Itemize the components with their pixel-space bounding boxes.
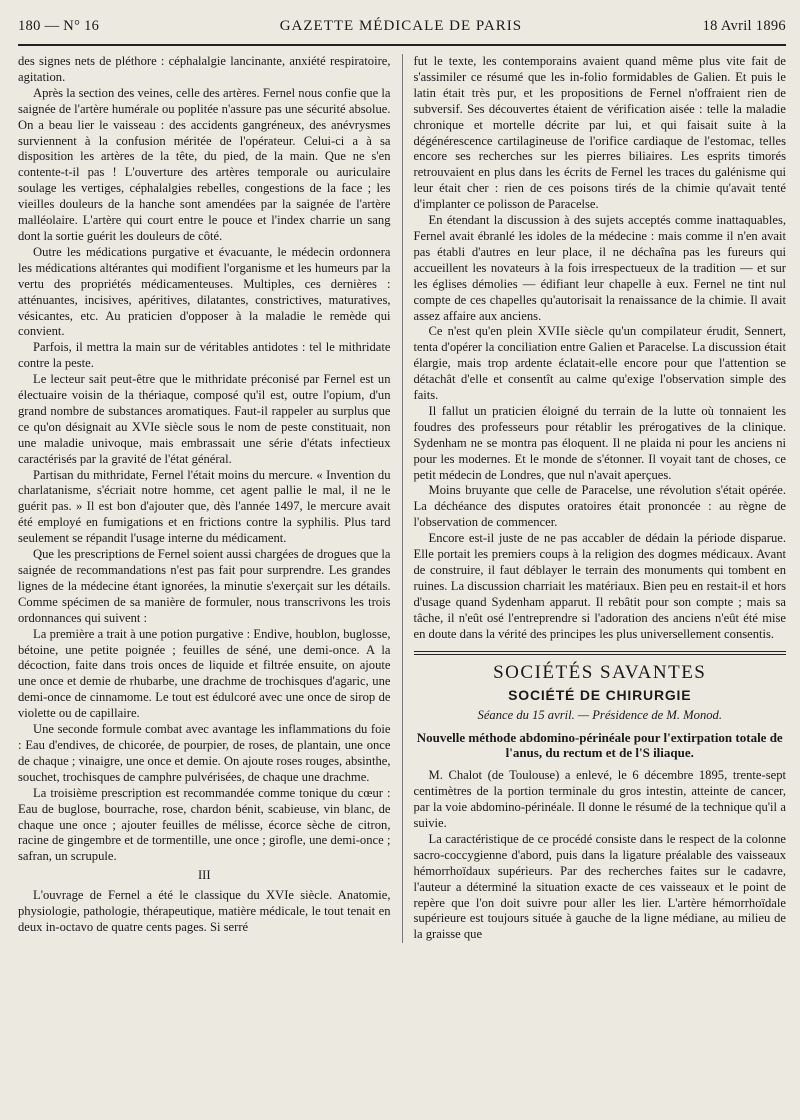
paragraph: L'ouvrage de Fernel a été le classique du XVIe siècle. Anatomie, physiologie, pathologie, thérapeutique, matière médicale, le tout tenait en deux in-octavo de quatre cents pages. Si serré	[18, 888, 391, 934]
paragraph: La première a trait à une potion purgative : Endive, houblon, buglosse, bétoine, une petite poignée ; feuilles de séné, une demi-once. A la décoction, faite dans trois onces de liquide et filtrée ensuite, on ajoute une once et demie de rhubarbe, une drachme de trochisques d'agaric, une demi-once de cinnamome. Le tout est édulcoré avec une once de sirop de violette ou de capillaire.	[18, 626, 391, 721]
paragraph: La troisième prescription est recommandée comme tonique du cœur : Eau de buglose, bourrache, rose, chardon bénit, scabieuse, vin blanc, de chaque une once ; ajouter feuilles de mélisse, écorce sèche de citron, racine de gingembre et de tormentille, une once ; girofle, une demi-once ; safran, un scrupule.	[18, 785, 391, 864]
paragraph: La caractéristique de ce procédé consiste dans le respect de la colonne sacro-coccygienne d'abord, puis dans la ligature préalable des vaisseaux hémorrhoïdaux supérieurs. Par des recherches faites sur le cadavre, l'auteur a déterminé la situation exacte de ces vaisseaux et le point de repère que l'on doit suivre pour aller les lier. L'artère hémorrhoïdale supérieure est toujours située à gauche de la ligne médiane, au milieu de la graisse que	[413, 831, 786, 942]
paragraph: Il fallut un praticien éloigné du terrain de la lutte où tonnaient les foudres des professeurs pour rétablir les prérogatives de la clinique. Sydenham ne se montra pas éloquent. Il ne plaida ni pour les anciens ni pour les modernes. Et le monde de s'étonner. Il voyait tant de choses, ce petit médecin de Londres, que nul n'avait aperçues.	[413, 403, 786, 482]
paragraph: Encore est-il juste de ne pas accabler de dédain la période disparue. Elle portait les premiers coups à la religion des dogmes médicaux. Avant de construire, il faut déblayer le terrain des monuments qui tombent en ruines. La discussion charriait les matériaux. Bien peu en restait-il et hors d'usage quand Sydenham apparut. Il rebâtit pour son compte ; mais sa tâche, il n'eût osé l'entreprendre si l'adoration des anciens n'eût été mise en doute dans la vérité des principes les plus universellement consentis.	[413, 531, 786, 641]
paragraph: M. Chalot (de Toulouse) a enlevé, le 6 décembre 1895, trente-sept centimètres de la portion terminale du gros intestin, atteinte de cancer, par la voie abdomino-périnéale. Il donne le résumé de la technique qu'il a suivie.	[413, 768, 786, 830]
paragraph: Ce n'est qu'en plein XVIIe siècle qu'un compilateur érudit, Sennert, tenta d'opérer la conciliation entre Galien et Paracelse. La discussion était élargie, mais trop ardente éclatait-elle encore pour que l'attention se détachât d'elle et consentît au calme qu'exige l'observation simple des faits.	[413, 324, 786, 403]
left-column	[18, 54, 403, 943]
section-divider	[414, 651, 787, 655]
issue-date: 18 Avril 1896	[702, 18, 786, 34]
section-number: III	[197, 868, 211, 883]
journal-title: GAZETTE MÉDICALE DE PARIS	[279, 18, 523, 34]
paragraph: Parfois, il mettra la main sur de véritables antidotes : tel le mithridate contre la peste.	[18, 340, 391, 371]
paragraph: Outre les médications purgative et évacuante, le médecin ordonnera les médications altérantes qui modifient l'organisme et les humeurs par la vertu des propriétés médicamenteuses. Multiples, ces dernières : atténuantes, incisives, apéritives, dilatantes, constrictives, maturatives, vésicantes, etc. Au praticien d'opposer à la maladie le remède qui convient.	[18, 244, 391, 339]
paragraph: Après la section des veines, celle des artères. Fernel nous confie que la saignée de l'artère humérale ou poplitée n'assure pas une sécurité absolue. On a beau lier le vaisseau : des accidents gangréneux, des anévrysmes surviennent à la confusion méritée de l'opérateur. Celui-ci a à sa disposition les artères de la tête, du pied, de la main. Que ne s'en contente-t-il pas ! L'ouverture des artères temporale ou auriculaire soulage les vertiges, céphalalgies rebelles, congestions de la face ; les vieilles douleurs de la hanche sont amendées par la saignée de l'artère malléolaire. L'artère qui court entre le pouce et l'index charrie un sang dont la sortie guérit les douleurs de côté.	[18, 85, 391, 243]
paragraph: Le lecteur sait peut-être que le mithridate préconisé par Fernel est un électuaire voisin de la thériaque, composé qu'il est, outre l'opium, d'un grand nombre de substances aromatiques. Faut-il rappeler au surplus que ce qu'on désignait au XVIe siècle sous le nom de peste constituait, non une maladie univoque, mais embrassait une série d'états infectieux caractérisés par la gravité de l'état général.	[18, 372, 391, 466]
right-column	[403, 54, 787, 943]
society-heading: SOCIÉTÉ DE CHIRURGIE	[508, 687, 692, 704]
paragraph: fut le texte, les contemporains avaient quand même plus vite fait de s'assimiler ce résumé que les in-folio formidables de Galien. Et puis le latin était très pur, et les propositions de Fernel n'offraient rien de subversif. Ses découvertes étaient de vérification aisée : telle la maladie chronique et mortelle décrite par lui, et qui faisait suite à la dégénérescence cartilagineuse de l'orifice cardiaque de l'estomac, telles encore ses recherches sur les pierres biliaires. Les esprits timorés retrouvaient en plus dans les écrits de Fernel les traces du galénisme qui leur était cher : rien de ces poisons tirés de la chimie qu'avait tenté d'implanter ce polisson de Paracelse.	[413, 54, 786, 212]
section-heading: SOCIÉTÉS SAVANTES	[493, 661, 707, 683]
paragraph: Moins bruyante que celle de Paracelse, une révolution s'était opérée. La déchéance des disputes oratoires était prononcée : au règne de l'observation de commencer.	[413, 483, 786, 530]
paragraph: Que les prescriptions de Fernel soient aussi chargées de drogues que la saignée de recommandations n'est pas fait pour surprendre. Les grandes lignes de la médecine étant ignorées, la minutie s'exerçait sur les détails. Comme spécimen de sa manière de formuler, nous transcrivons les trois ordonnances qui suivent :	[18, 547, 391, 625]
paragraph: des signes nets de pléthore : céphalalgie lancinante, anxiété respiratoire, agitation.	[18, 54, 391, 84]
paragraph: En étendant la discussion à des sujets acceptés comme inattaquables, Fernel avait ébranlé les idoles de la médecine : mais comme il n'en avait pas établi d'autres en leur place, il ne déchaîna pas les fureurs qui accueillent les novateurs à la fois irrespectueux de la tradition — et sur les églises démolies — édifiant leur chapelle à eux. Fernel ne tint nul compte de ces chapelles qu'autorisait la renaissance de la chimie. Il avait assez affaire aux anciens.	[413, 213, 786, 323]
article-columns	[18, 54, 786, 943]
page-number: 180 — N° 16	[18, 18, 100, 34]
page-header	[18, 18, 786, 46]
paragraph: Une seconde formule combat avec avantage les inflammations du foie : Eau d'endives, de chicorée, de pourpier, de roses, de plantain, une once de chaque ; vinaigre, une once et demie. On ajoute roses rouges, absinthe, souchet, trochisques de camphre pulvérisées, de chaque une drachme.	[18, 722, 391, 784]
article-title: Nouvelle méthode abdomino-périnéale pour l'extirpation totale de l'anus, du rectum et de l'S iliaque.	[416, 730, 783, 761]
session-line: Séance du 15 avril. — Présidence de M. Monod.	[477, 708, 722, 723]
paragraph: Partisan du mithridate, Fernel l'était moins du mercure. « Invention du charlatanisme, s'écriait notre homme, cet agent pallie le mal, il ne le guérit pas. » Il est bon d'ajouter que, dès l'année 1497, le mercure avait été employé en fumigations et en frictions contre la syphilis. Plus tard seulement se répandit l'usage interne du médicament.	[18, 467, 391, 546]
